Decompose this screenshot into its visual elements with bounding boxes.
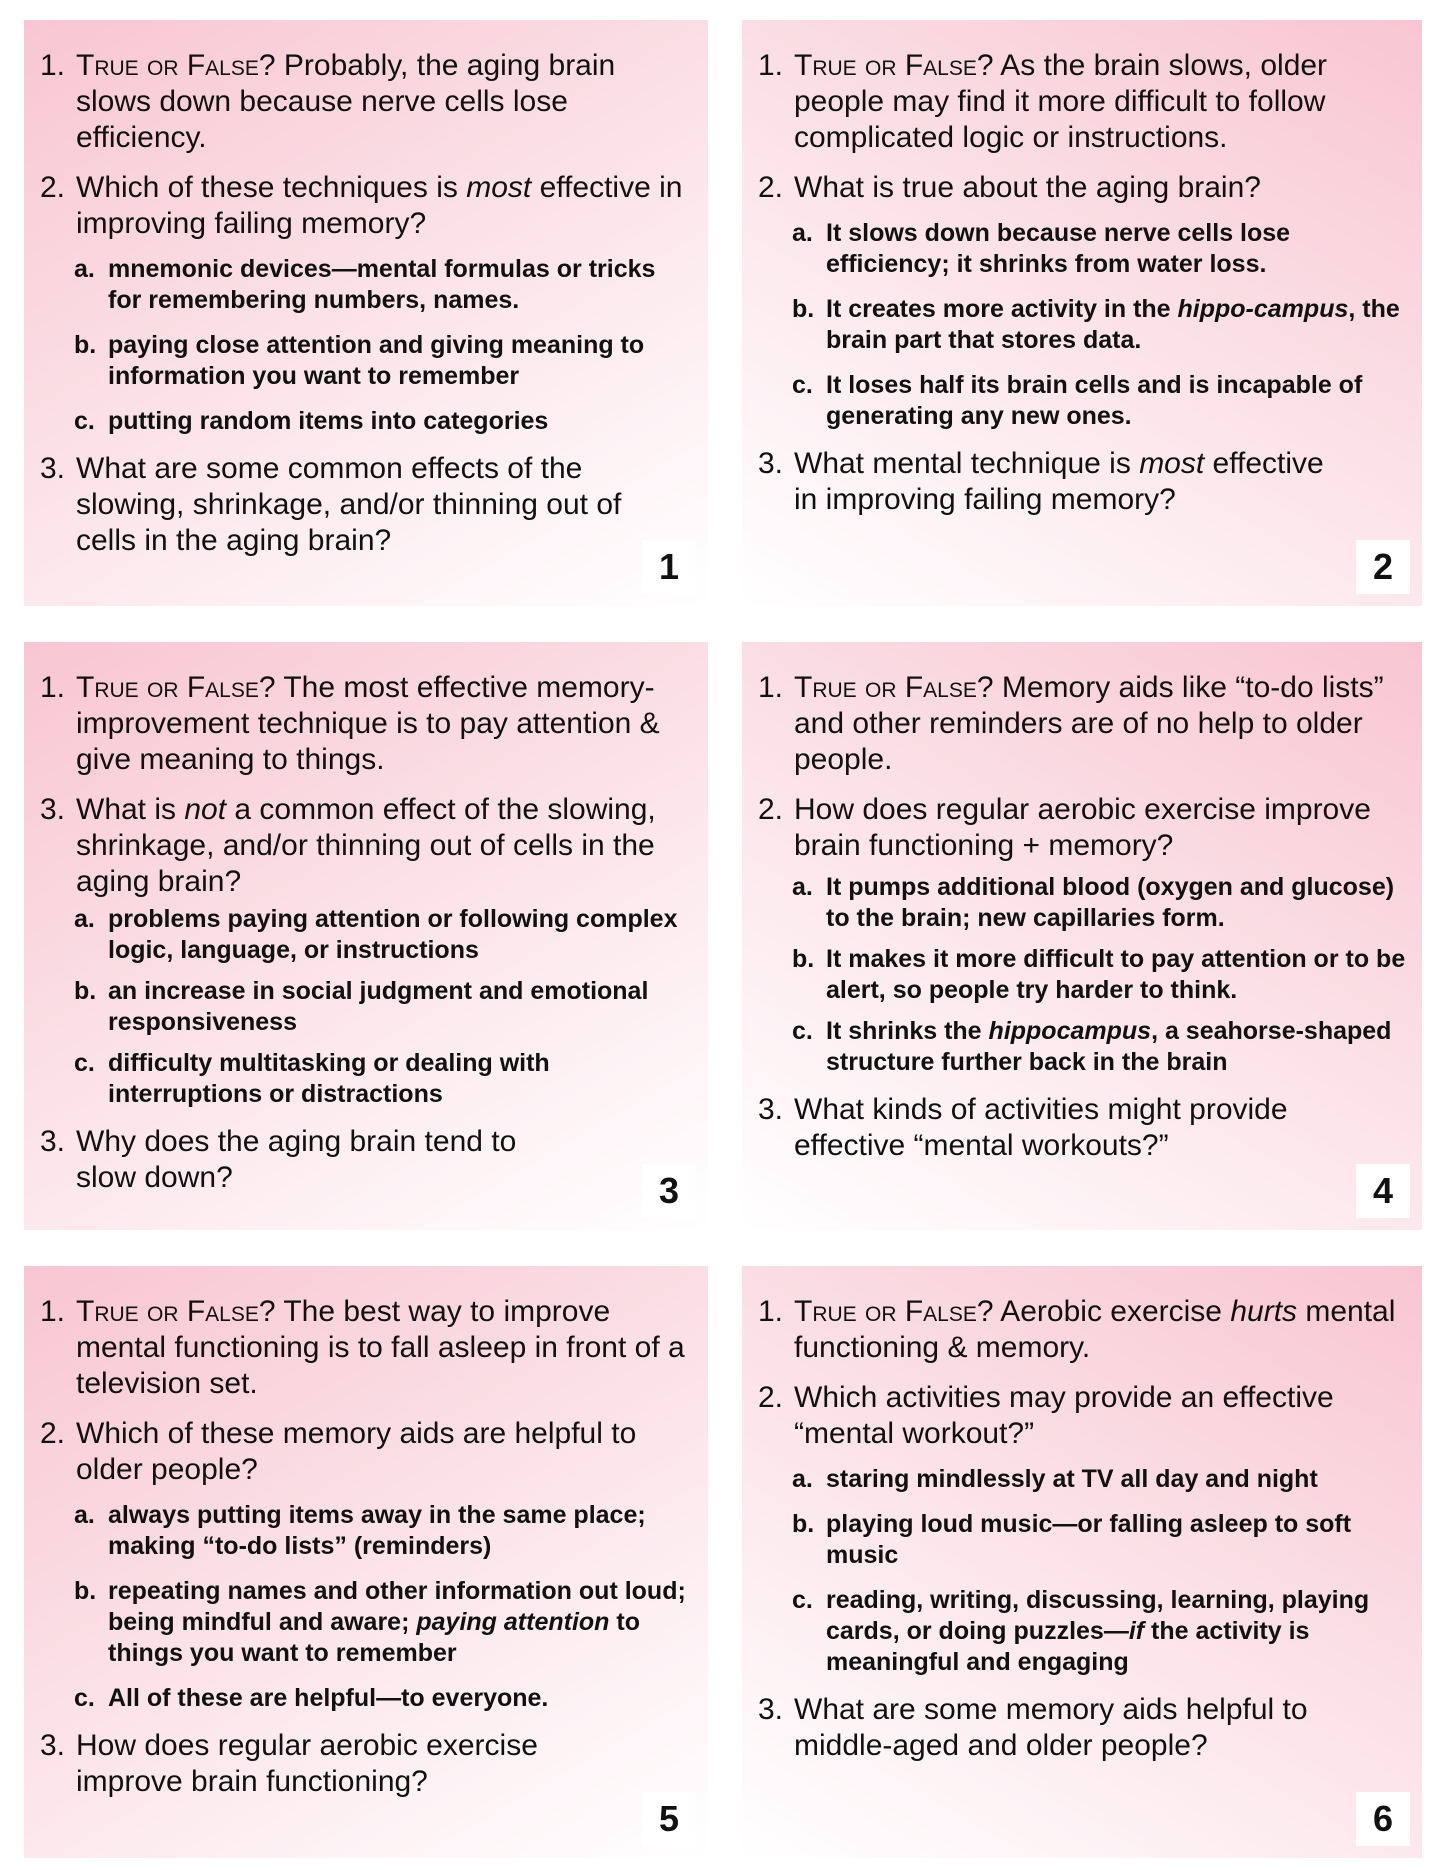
question: 3. What are some memory aids helpful to middle-aged and older people?: [758, 1693, 1308, 1762]
quiz-card-3: [24, 642, 708, 1230]
question: 1. True or False? Aerobic exercise hurts mental functioning & memory.: [758, 1295, 1396, 1364]
question: 1. True or False? Probably, the aging brain slows down because nerve cells lose efficiency.: [40, 49, 616, 154]
answer-option: a. problems paying attention or following complex logic, language, or instructions: [74, 905, 678, 964]
question: 3. What kinds of activities might provide effective “mental workouts?”: [758, 1093, 1288, 1162]
card-number-badge: 4: [1356, 1164, 1410, 1218]
card-number-badge: 1: [642, 540, 696, 594]
answer-options: [792, 872, 1408, 1078]
card-number-badge: 3: [642, 1164, 696, 1218]
question: 1. True or False? The most effective memory-improvement technique is to pay attention & give meaning to things.: [40, 671, 660, 776]
question: 3. What mental technique is most effective in improving failing memory?: [758, 447, 1324, 516]
answer-option: c. It loses half its brain cells and is incapable of generating any new ones.: [792, 371, 1363, 430]
card-number-badge: 2: [1356, 540, 1410, 594]
answer-options: [74, 254, 694, 437]
quiz-card-6: [742, 1266, 1422, 1858]
answer-option: b. It creates more activity in the hippo-campus, the brain part that stores data.: [792, 295, 1400, 354]
question: 3. What are some common effects of the slowing, shrinkage, and/or thinning out of cells in the aging brain?: [40, 452, 622, 557]
answer-option: a. always putting items away in the same place; making “to-do lists” (reminders): [74, 1501, 646, 1560]
answer-option: c. reading, writing, discussing, learning, playing cards, or doing puzzles—if the activity is meaningful and engaging: [792, 1586, 1370, 1676]
card-number-badge: 6: [1356, 1792, 1410, 1846]
quiz-card-1: [24, 20, 708, 606]
answer-option: b. playing loud music—or falling asleep to soft music: [792, 1510, 1352, 1569]
answer-option: c. putting random items into categories: [74, 407, 549, 435]
answer-options: [792, 218, 1408, 432]
answer-option: a. staring mindlessly at TV all day and night: [792, 1465, 1318, 1493]
question: 1. True or False? Memory aids like “to-do lists” and other reminders are of no help to older people.: [758, 671, 1384, 776]
question: 3. How does regular aerobic exercise improve brain functioning?: [40, 1729, 538, 1798]
question: 1. True or False? As the brain slows, older people may find it more difficult to follow complicated logic or instructions.: [758, 49, 1328, 154]
answer-option: b. repeating names and other information out loud; being mindful and aware; paying attention to things you want to remember: [74, 1577, 686, 1667]
question: 3. What is not a common effect of the slowing, shrinkage, and/or thinning out of cells in the aging brain?: [40, 793, 656, 898]
answer-option: b. It makes it more difficult to pay attention or to be alert, so people try harder to think.: [792, 945, 1406, 1004]
question: 1. True or False? The best way to improve mental functioning is to fall asleep in front of a television set.: [40, 1295, 685, 1400]
card-number-badge: 5: [642, 1792, 696, 1846]
true-false-label: True or False?: [794, 1295, 994, 1328]
answer-option: b. paying close attention and giving meaning to information you want to remember: [74, 331, 645, 390]
true-false-label: True or False?: [76, 1295, 276, 1328]
true-false-label: True or False?: [76, 49, 276, 82]
answer-options: [792, 1464, 1408, 1678]
true-false-label: True or False?: [76, 671, 276, 704]
quiz-card-5: [24, 1266, 708, 1858]
answer-option: c. It shrinks the hippocampus, a seahorse-shaped structure further back in the brain: [792, 1017, 1392, 1076]
true-false-label: True or False?: [794, 671, 994, 704]
answer-option: a. mnemonic devices—mental formulas or tricks for remembering numbers, names.: [74, 255, 656, 314]
quiz-card-4: [742, 642, 1422, 1230]
answer-options: [74, 904, 694, 1110]
true-false-label: True or False?: [794, 49, 994, 82]
question: 2. What is true about the aging brain?: [758, 171, 1261, 204]
answer-option: b. an increase in social judgment and emotional responsiveness: [74, 977, 649, 1036]
question: 2. Which activities may provide an effective “mental workout?”: [758, 1381, 1334, 1450]
question: 2. Which of these techniques is most effective in improving failing memory?: [40, 171, 683, 240]
question: 2. How does regular aerobic exercise improve brain functioning + memory?: [758, 793, 1371, 862]
quiz-card-2: [742, 20, 1422, 606]
answer-option: c. All of these are helpful—to everyone.: [74, 1684, 549, 1712]
answer-options: [74, 1500, 694, 1714]
question: 2. Which of these memory aids are helpful to older people?: [40, 1417, 637, 1486]
answer-option: a. It slows down because nerve cells lose efficiency; it shrinks from water loss.: [792, 219, 1291, 278]
answer-option: a. It pumps additional blood (oxygen and glucose) to the brain; new capillaries form.: [792, 873, 1395, 932]
question: 3. Why does the aging brain tend to slow down?: [40, 1125, 517, 1194]
answer-option: c. difficulty multitasking or dealing with interruptions or distractions: [74, 1049, 550, 1108]
